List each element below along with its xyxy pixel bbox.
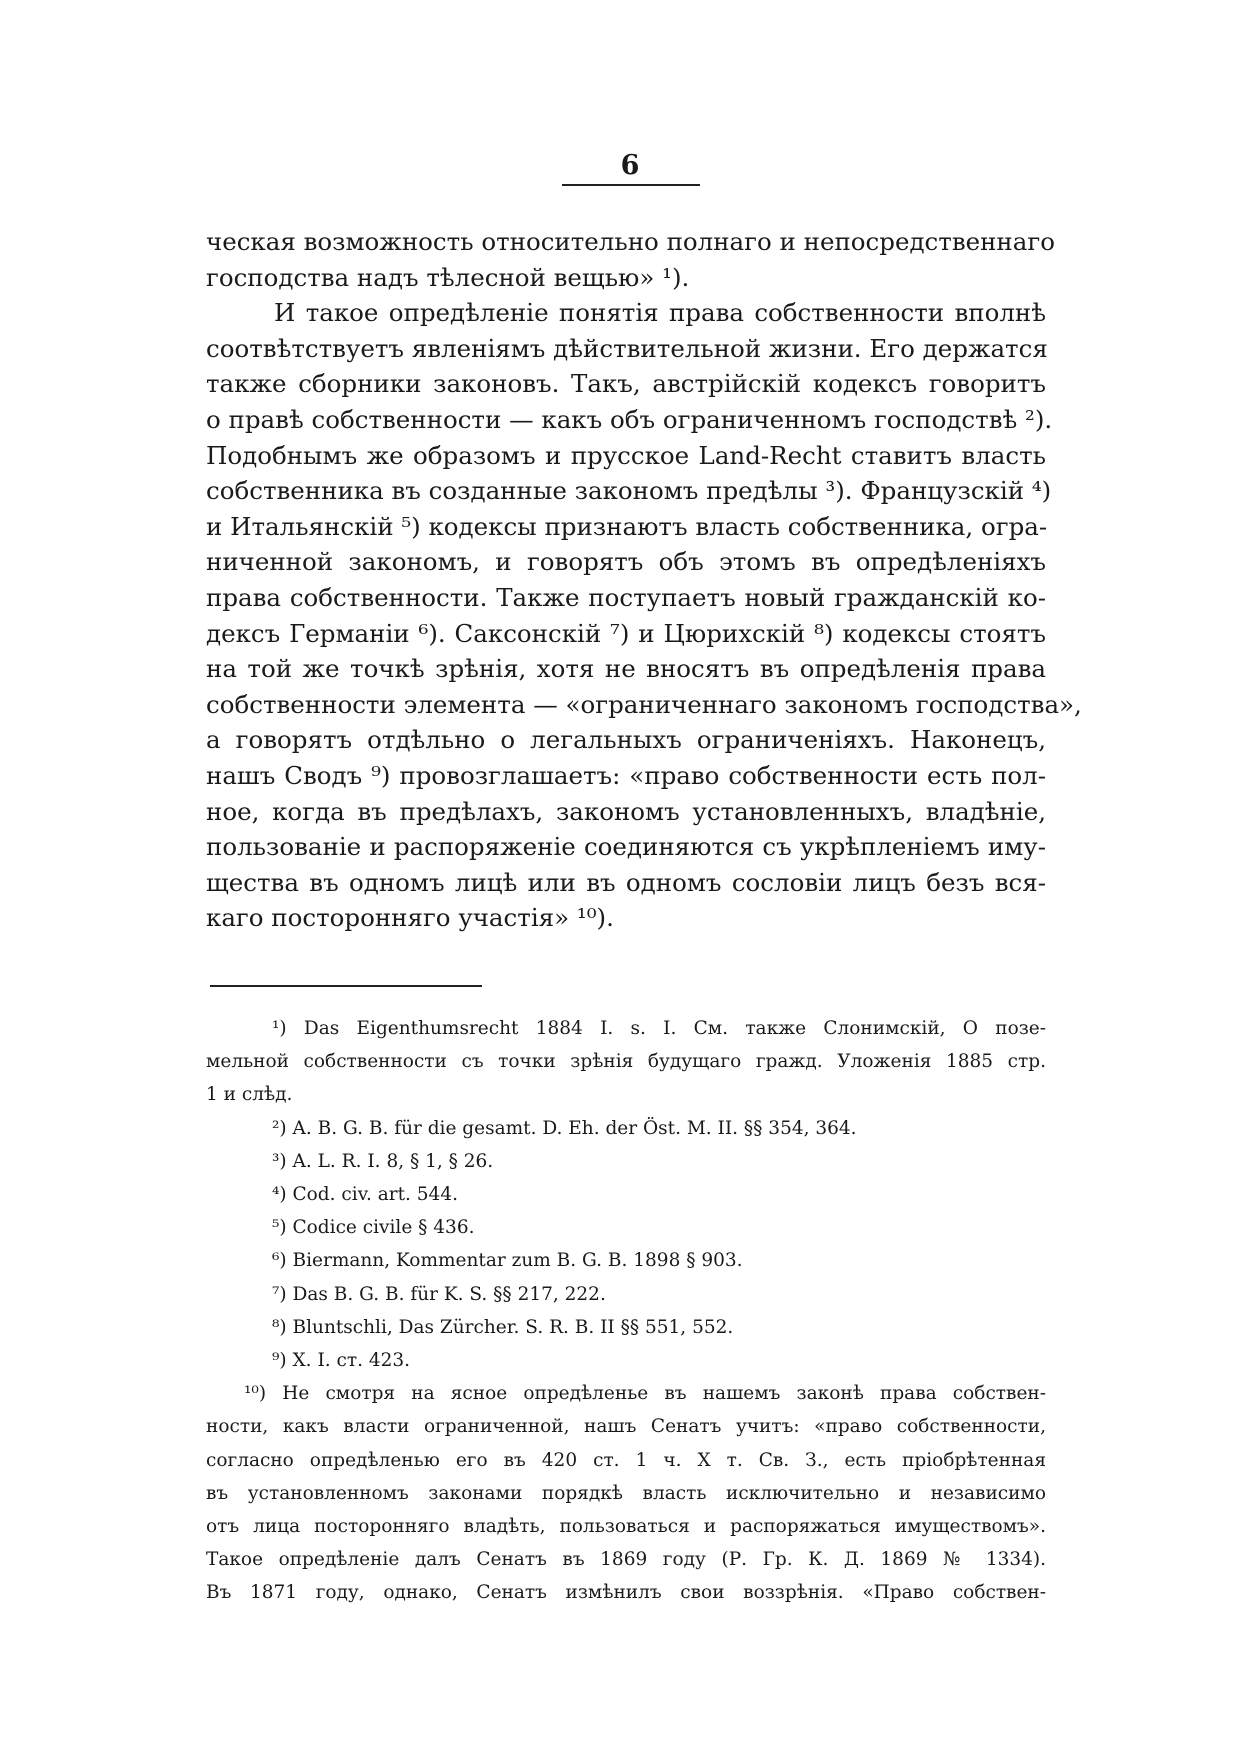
header-rule (562, 184, 700, 186)
footnote-4: ⁴) Cod. civ. art. 544. (272, 1184, 458, 1206)
footnote-9: ⁹) X. I. ст. 423. (272, 1350, 411, 1372)
text-line: нашъ Сводъ ⁹) провозглашаетъ: «право собственности есть пол- (206, 760, 1046, 790)
footnote-5: ⁵) Codice civile § 436. (272, 1217, 475, 1239)
text-line: Подобнымъ же образомъ и прусское Land-Recht ставитъ власть (206, 440, 1046, 470)
footnote-1-line: 1 и слѣд. (206, 1084, 293, 1106)
footnotes (206, 1012, 1046, 1610)
text-line: собственника въ созданные закономъ предѣлы ³). Французскій ⁴) (206, 476, 1052, 506)
page-number: 6 (620, 150, 640, 181)
text-line: на той же точкѣ зрѣнія, хотя не вносятъ въ опредѣленія права (206, 654, 1046, 684)
main-text (206, 224, 1082, 936)
text-line: и Итальянскій ⁵) кодексы признаютъ власть собственника, огра- (206, 511, 1048, 541)
text-line: пользованіе и распоряженіе соединяются съ укрѣпленіемъ иму- (206, 832, 1046, 862)
text-line: а говорятъ отдѣльно о легальныхъ ограниченіяхъ. Наконецъ, (206, 725, 1046, 755)
footnote-10-line: Такое опредѣленіе далъ Сенатъ въ 1869 году (Р. Гр. К. Д. 1869 № 1334). (206, 1549, 1046, 1571)
footnote-10-line: согласно опредѣленью его въ 420 ст. 1 ч. X т. Св. З., есть пріобрѣтенная (206, 1449, 1046, 1471)
footnote-10-line: Въ 1871 году, однако, Сенатъ измѣнилъ свои воззрѣнія. «Право собствен- (206, 1582, 1046, 1604)
footnote-3: ³) A. L. R. I. 8, § 1, § 26. (272, 1150, 494, 1172)
footnote-10-line: ¹⁰) Не смотря на ясное опредѣленье въ нашемъ законѣ права собствен- (244, 1383, 1046, 1405)
text-line: дексъ Германіи ⁶). Саксонскій ⁷) и Цюрихскій ⁸) кодексы стоятъ (206, 618, 1046, 648)
footnote-7: ⁷) Das B. G. B. für K. S. §§ 217, 222. (272, 1283, 606, 1305)
text-line: о правѣ собственности — какъ объ ограниченномъ господствѣ ²). (206, 404, 1053, 434)
text-line: И такое опредѣленіе понятія права собственности вполнѣ (274, 298, 1046, 328)
text-line: собственности элемента — «ограниченнаго закономъ господства», (206, 689, 1082, 719)
footnote-1-line: мельной собственности съ точки зрѣнія будущаго гражд. Уложенія 1885 стр. (206, 1051, 1046, 1073)
footnote-10-line: ности, какъ власти ограниченной, нашъ Сенатъ учитъ: «право собственности, (206, 1416, 1046, 1438)
text-line: ное, когда въ предѣлахъ, закономъ установленныхъ, владѣніе, (206, 796, 1046, 826)
text-line: ческая возможность относительно полнаго и непосредственнаго (206, 227, 1055, 256)
footnote-8: ⁸) Bluntschli, Das Zürcher. S. R. B. II §§ 551, 552. (272, 1316, 734, 1338)
footnote-2: ²) A. B. G. B. für die gesamt. D. Eh. der Öst. M. II. §§ 354, 364. (272, 1117, 857, 1139)
text-line: каго посторонняго участія» ¹⁰). (206, 903, 614, 933)
footnote-rule (210, 985, 482, 987)
text-line: ниченной закономъ, и говорятъ объ этомъ въ опредѣленіяхъ (206, 547, 1046, 577)
footnote-10-line: отъ лица посторонняго владѣть, пользоваться и распоряжаться имуществомъ». (206, 1516, 1046, 1538)
text-line: соотвѣтствуетъ явленіямъ дѣйствительной жизни. Его держатся (206, 333, 1048, 363)
footnote-6: ⁶) Biermann, Kommentar zum B. G. B. 1898 § 903. (272, 1250, 743, 1272)
text-line: также сборники законовъ. Такъ, австрійскій кодексъ говоритъ (206, 369, 1046, 399)
footnote-1-line: ¹) Das Eigenthumsrecht 1884 I. s. I. См. также Слонимскій, О позе- (272, 1018, 1046, 1039)
footnote-10-line: въ установленномъ законами порядкѣ власть исключительно и независимо (206, 1482, 1046, 1504)
text-line: щества въ одномъ лицѣ или въ одномъ сословіи лицъ безъ вся- (206, 867, 1046, 897)
text-line: права собственности. Также поступаетъ новый гражданскій ко- (206, 582, 1046, 612)
text-line: господства надъ тѣлесной вещью» ¹). (206, 262, 690, 292)
